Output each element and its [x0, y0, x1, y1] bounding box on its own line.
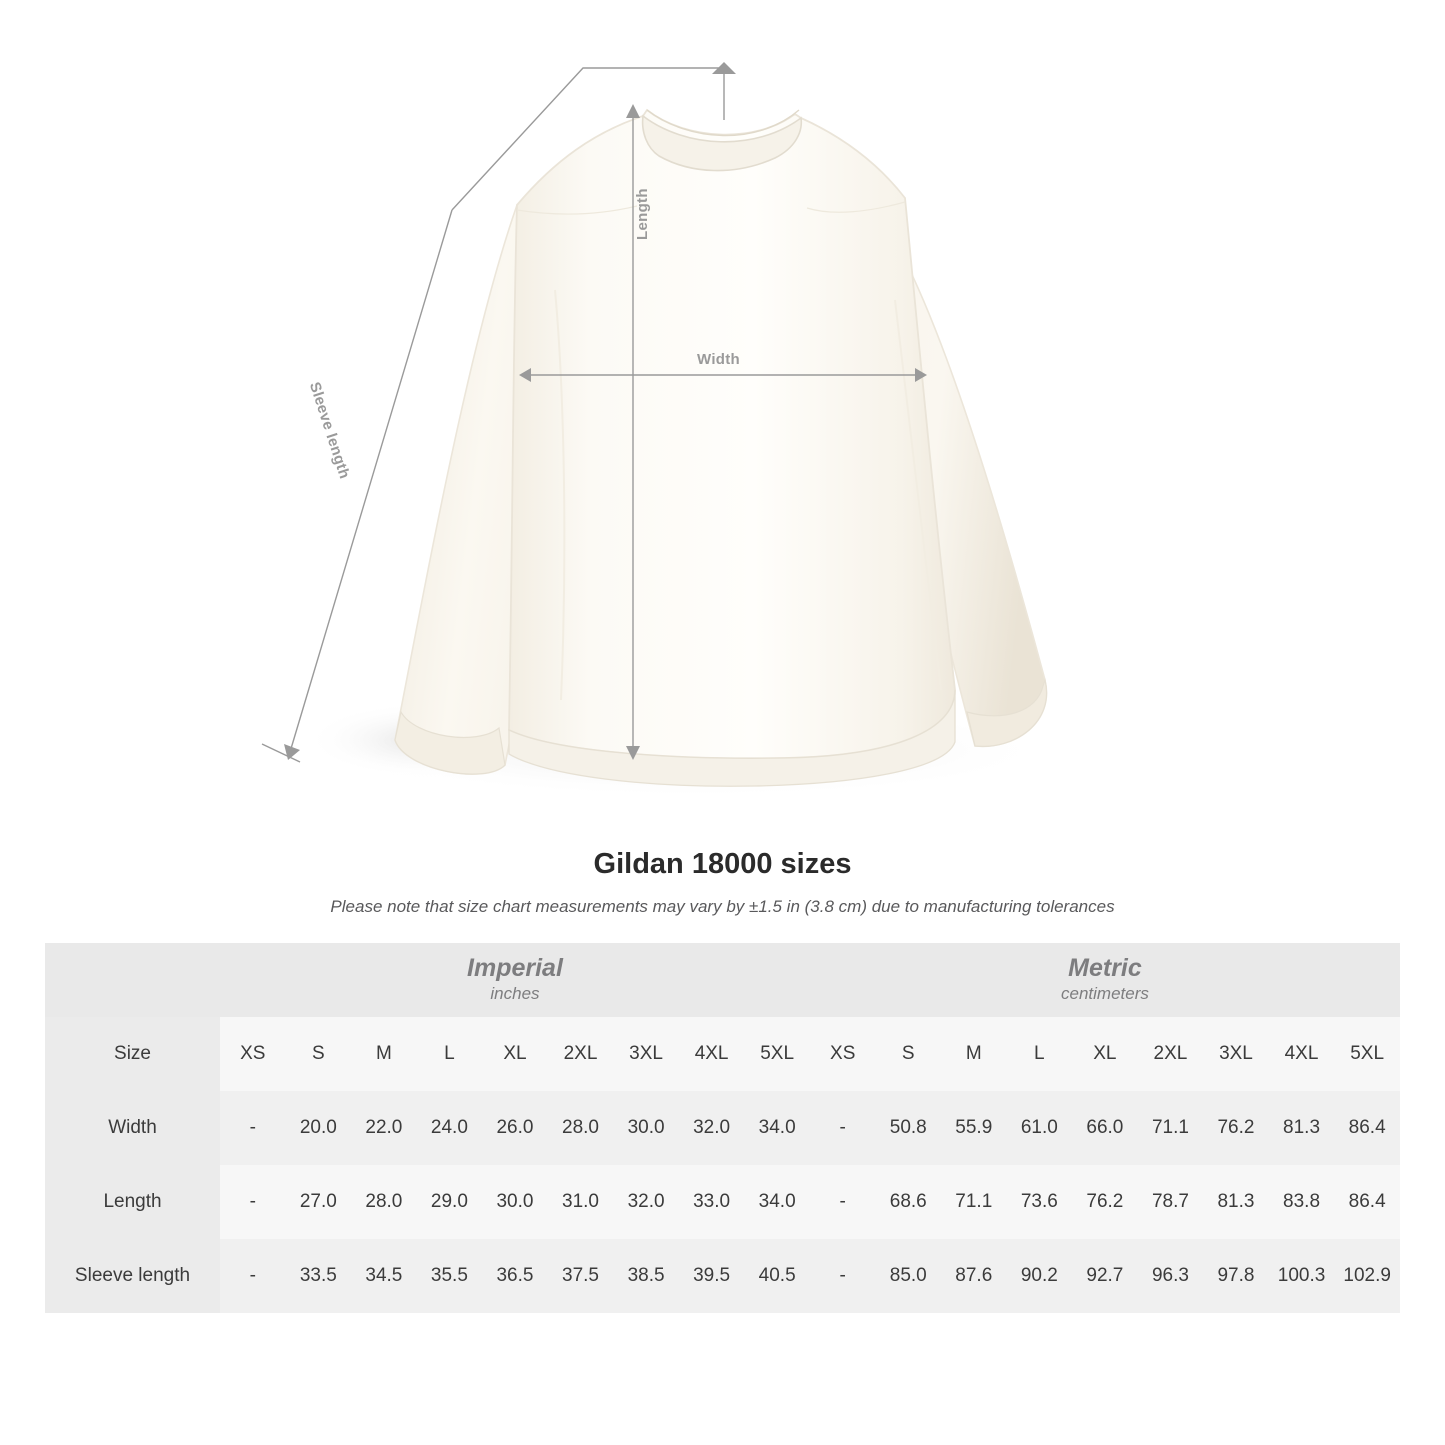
cell-width-9: -: [810, 1091, 876, 1165]
title-block: [0, 848, 1445, 917]
cell-sleeve-5: 37.5: [548, 1239, 614, 1313]
cell-sleeve-1: 33.5: [286, 1239, 352, 1313]
unit-header-row: [45, 943, 1400, 1017]
sweatshirt-image: [255, 40, 1125, 800]
cell-width-15: 76.2: [1203, 1091, 1269, 1165]
cell-length-5: 31.0: [548, 1165, 614, 1239]
cell-sleeve-10: 85.0: [875, 1239, 941, 1313]
cell-length-11: 71.1: [941, 1165, 1007, 1239]
col-header-xs-metric: XS: [810, 1017, 876, 1091]
metric-group-header: [810, 943, 1400, 1017]
cell-length-12: 73.6: [1007, 1165, 1073, 1239]
col-header-s-metric: S: [875, 1017, 941, 1091]
cell-sleeve-14: 96.3: [1138, 1239, 1204, 1313]
col-header-3xl-metric: 3XL: [1203, 1017, 1269, 1091]
cell-sleeve-15: 97.8: [1203, 1239, 1269, 1313]
cell-sleeve-17: 102.9: [1334, 1239, 1400, 1313]
width-dimension-label: Width: [697, 351, 741, 368]
cell-length-3: 29.0: [417, 1165, 483, 1239]
cell-width-0: -: [220, 1091, 286, 1165]
length-dimension-label: Length: [634, 188, 651, 240]
cell-sleeve-16: 100.3: [1269, 1239, 1335, 1313]
cell-length-6: 32.0: [613, 1165, 679, 1239]
cell-width-8: 34.0: [744, 1091, 810, 1165]
col-header-2xl-metric: 2XL: [1138, 1017, 1204, 1091]
cell-width-13: 66.0: [1072, 1091, 1138, 1165]
cell-sleeve-6: 38.5: [613, 1239, 679, 1313]
cell-width-5: 28.0: [548, 1091, 614, 1165]
cell-width-2: 22.0: [351, 1091, 417, 1165]
cell-length-17: 86.4: [1334, 1165, 1400, 1239]
cell-width-16: 81.3: [1269, 1091, 1335, 1165]
metric-label: Metric: [1068, 953, 1142, 982]
cell-sleeve-7: 39.5: [679, 1239, 745, 1313]
cell-length-13: 76.2: [1072, 1165, 1138, 1239]
col-header-l-imperial: L: [417, 1017, 483, 1091]
cell-sleeve-8: 40.5: [744, 1239, 810, 1313]
cell-width-11: 55.9: [941, 1091, 1007, 1165]
col-header-5xl-imperial: 5XL: [744, 1017, 810, 1091]
column-header-row: [45, 1017, 1400, 1091]
col-header-m-imperial: M: [351, 1017, 417, 1091]
cell-length-0: -: [220, 1165, 286, 1239]
col-header-xl-imperial: XL: [482, 1017, 548, 1091]
tolerance-note: Please note that size chart measurements may vary by ±1.5 in (3.8 cm) due to manufacturing tolerances: [330, 897, 1115, 916]
col-header-xl-metric: XL: [1072, 1017, 1138, 1091]
cell-length-2: 28.0: [351, 1165, 417, 1239]
cell-length-8: 34.0: [744, 1165, 810, 1239]
cell-sleeve-0: -: [220, 1239, 286, 1313]
col-header-s-imperial: S: [286, 1017, 352, 1091]
cell-length-9: -: [810, 1165, 876, 1239]
cell-width-7: 32.0: [679, 1091, 745, 1165]
sweatshirt-icon: [255, 40, 1125, 800]
col-header-4xl-imperial: 4XL: [679, 1017, 745, 1091]
cell-width-10: 50.8: [875, 1091, 941, 1165]
size-table: [45, 943, 1400, 1313]
cell-sleeve-2: 34.5: [351, 1239, 417, 1313]
cell-width-4: 26.0: [482, 1091, 548, 1165]
imperial-label: Imperial: [467, 953, 563, 982]
cell-length-15: 81.3: [1203, 1165, 1269, 1239]
cell-width-6: 30.0: [613, 1091, 679, 1165]
sleeve-length-dimension-label: Sleeve length: [305, 380, 354, 481]
cell-length-1: 27.0: [286, 1165, 352, 1239]
cell-width-17: 86.4: [1334, 1091, 1400, 1165]
cell-sleeve-3: 35.5: [417, 1239, 483, 1313]
unit-header-spacer: [45, 943, 220, 1017]
col-header-l-metric: L: [1007, 1017, 1073, 1091]
cell-length-14: 78.7: [1138, 1165, 1204, 1239]
col-header-5xl-metric: 5XL: [1334, 1017, 1400, 1091]
col-header-m-metric: M: [941, 1017, 1007, 1091]
size-table-wrapper: [45, 943, 1400, 1313]
imperial-sub-label: inches: [490, 984, 540, 1004]
cell-length-4: 30.0: [482, 1165, 548, 1239]
row-label-width: Width: [45, 1091, 220, 1165]
row-label-sleeve-length: Sleeve length: [45, 1239, 220, 1313]
row-label-length: Length: [45, 1165, 220, 1239]
col-header-xs-imperial: XS: [220, 1017, 286, 1091]
cell-sleeve-11: 87.6: [941, 1239, 1007, 1313]
table-row: [45, 1239, 1400, 1313]
cell-sleeve-13: 92.7: [1072, 1239, 1138, 1313]
cell-width-14: 71.1: [1138, 1091, 1204, 1165]
metric-sub-label: centimeters: [1061, 984, 1149, 1004]
cell-width-1: 20.0: [286, 1091, 352, 1165]
col-header-2xl-imperial: 2XL: [548, 1017, 614, 1091]
cell-sleeve-9: -: [810, 1239, 876, 1313]
size-header: Size: [45, 1017, 220, 1091]
table-row: [45, 1165, 1400, 1239]
cell-sleeve-12: 90.2: [1007, 1239, 1073, 1313]
col-header-4xl-metric: 4XL: [1269, 1017, 1335, 1091]
imperial-group-header: [220, 943, 810, 1017]
page-title: Gildan 18000 sizes: [593, 848, 852, 880]
col-header-3xl-imperial: 3XL: [613, 1017, 679, 1091]
cell-length-7: 33.0: [679, 1165, 745, 1239]
cell-length-10: 68.6: [875, 1165, 941, 1239]
cell-width-3: 24.0: [417, 1091, 483, 1165]
cell-sleeve-4: 36.5: [482, 1239, 548, 1313]
table-row: [45, 1091, 1400, 1165]
cell-width-12: 61.0: [1007, 1091, 1073, 1165]
cell-length-16: 83.8: [1269, 1165, 1335, 1239]
